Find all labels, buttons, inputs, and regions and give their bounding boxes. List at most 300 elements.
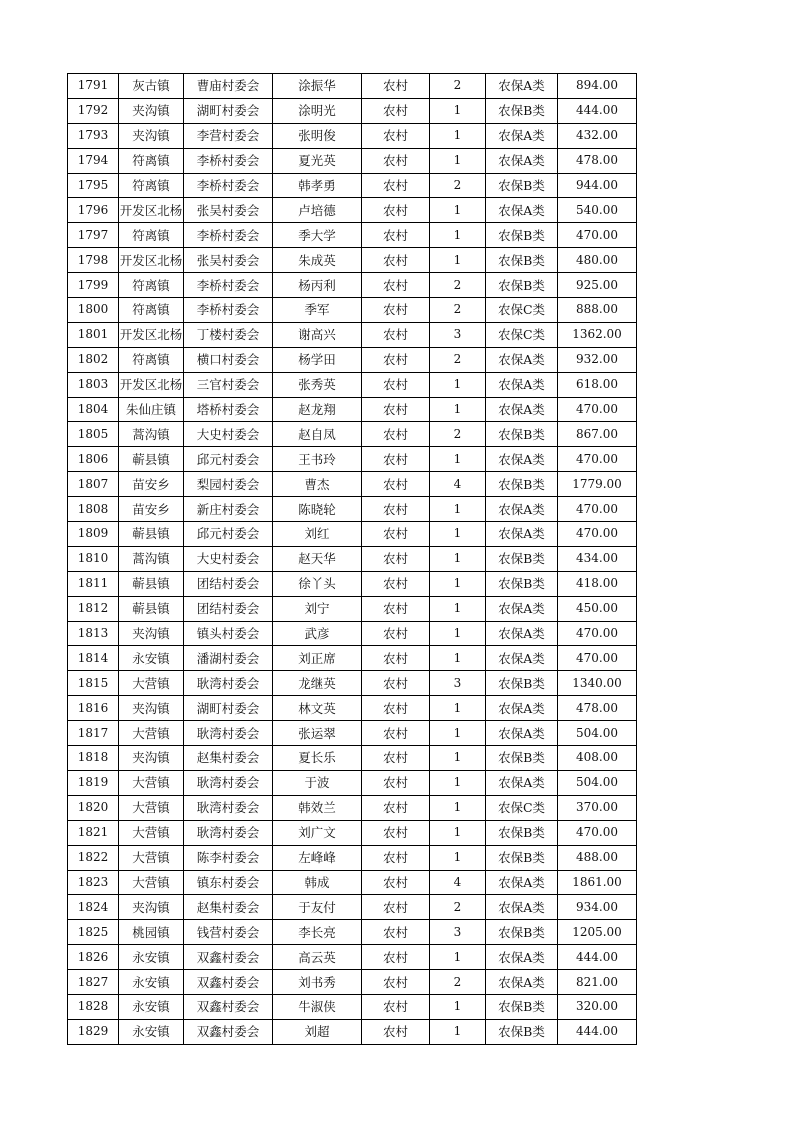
cell-serial-number: 1800 [68, 298, 119, 323]
cell-amount: 1362.00 [558, 322, 637, 347]
cell-town: 符离镇 [119, 173, 184, 198]
cell-insurance-class: 农保B类 [486, 273, 558, 298]
cell-town: 大营镇 [119, 795, 184, 820]
table-row [68, 248, 637, 273]
table-row [68, 770, 637, 795]
cell-area-type: 农村 [362, 696, 430, 721]
table-row [68, 198, 637, 223]
table-row [68, 298, 637, 323]
cell-amount: 821.00 [558, 970, 637, 995]
cell-town: 大营镇 [119, 671, 184, 696]
cell-insurance-class: 农保A类 [486, 74, 558, 99]
cell-household-size: 1 [430, 994, 486, 1019]
cell-serial-number: 1821 [68, 820, 119, 845]
cell-insurance-class: 农保C类 [486, 298, 558, 323]
cell-household-size: 1 [430, 372, 486, 397]
table-row [68, 994, 637, 1019]
cell-household-size: 1 [430, 148, 486, 173]
cell-village-committee: 团结村委会 [184, 596, 273, 621]
table-row [68, 895, 637, 920]
cell-insurance-class: 农保A类 [486, 646, 558, 671]
cell-serial-number: 1813 [68, 621, 119, 646]
cell-amount: 470.00 [558, 447, 637, 472]
cell-village-committee: 团结村委会 [184, 571, 273, 596]
cell-town: 开发区北杨 [119, 198, 184, 223]
cell-household-size: 3 [430, 322, 486, 347]
cell-household-size: 3 [430, 671, 486, 696]
cell-insurance-class: 农保A类 [486, 696, 558, 721]
cell-name: 赵天华 [273, 546, 362, 571]
table-row [68, 820, 637, 845]
cell-household-size: 1 [430, 746, 486, 771]
cell-household-size: 2 [430, 347, 486, 372]
cell-town: 夹沟镇 [119, 895, 184, 920]
cell-amount: 504.00 [558, 721, 637, 746]
cell-town: 开发区北杨 [119, 248, 184, 273]
cell-area-type: 农村 [362, 970, 430, 995]
cell-area-type: 农村 [362, 845, 430, 870]
cell-insurance-class: 农保A类 [486, 123, 558, 148]
cell-household-size: 1 [430, 198, 486, 223]
cell-serial-number: 1829 [68, 1019, 119, 1044]
cell-village-committee: 湖町村委会 [184, 98, 273, 123]
cell-area-type: 农村 [362, 497, 430, 522]
cell-village-committee: 湖町村委会 [184, 696, 273, 721]
cell-serial-number: 1802 [68, 347, 119, 372]
cell-name: 卢培德 [273, 198, 362, 223]
cell-serial-number: 1815 [68, 671, 119, 696]
cell-insurance-class: 农保B类 [486, 546, 558, 571]
cell-amount: 408.00 [558, 746, 637, 771]
table-row [68, 696, 637, 721]
cell-household-size: 1 [430, 571, 486, 596]
cell-insurance-class: 农保A类 [486, 148, 558, 173]
cell-area-type: 农村 [362, 322, 430, 347]
cell-amount: 488.00 [558, 845, 637, 870]
table-row [68, 746, 637, 771]
cell-town: 夹沟镇 [119, 98, 184, 123]
cell-village-committee: 陈李村委会 [184, 845, 273, 870]
cell-insurance-class: 农保B类 [486, 422, 558, 447]
cell-name: 季大学 [273, 223, 362, 248]
cell-serial-number: 1818 [68, 746, 119, 771]
cell-insurance-class: 农保A类 [486, 522, 558, 547]
cell-insurance-class: 农保A类 [486, 447, 558, 472]
table-row [68, 845, 637, 870]
table-row [68, 347, 637, 372]
table-row [68, 795, 637, 820]
cell-amount: 470.00 [558, 522, 637, 547]
cell-village-committee: 大史村委会 [184, 422, 273, 447]
cell-area-type: 农村 [362, 273, 430, 298]
cell-name: 涂明光 [273, 98, 362, 123]
cell-village-committee: 三官村委会 [184, 372, 273, 397]
cell-serial-number: 1817 [68, 721, 119, 746]
cell-amount: 450.00 [558, 596, 637, 621]
cell-village-committee: 双鑫村委会 [184, 945, 273, 970]
cell-area-type: 农村 [362, 123, 430, 148]
cell-name: 夏光英 [273, 148, 362, 173]
table-row [68, 646, 637, 671]
cell-name: 杨学田 [273, 347, 362, 372]
cell-village-committee: 大史村委会 [184, 546, 273, 571]
cell-amount: 934.00 [558, 895, 637, 920]
cell-village-committee: 李桥村委会 [184, 173, 273, 198]
cell-area-type: 农村 [362, 746, 430, 771]
table-row [68, 870, 637, 895]
cell-insurance-class: 农保B类 [486, 1019, 558, 1044]
cell-amount: 944.00 [558, 173, 637, 198]
cell-town: 大营镇 [119, 770, 184, 795]
cell-name: 于波 [273, 770, 362, 795]
table-row [68, 397, 637, 422]
cell-insurance-class: 农保B类 [486, 472, 558, 497]
cell-serial-number: 1827 [68, 970, 119, 995]
cell-name: 陈晓轮 [273, 497, 362, 522]
cell-insurance-class: 农保A类 [486, 721, 558, 746]
cell-area-type: 农村 [362, 148, 430, 173]
cell-amount: 418.00 [558, 571, 637, 596]
cell-name: 季军 [273, 298, 362, 323]
cell-serial-number: 1806 [68, 447, 119, 472]
table-row [68, 223, 637, 248]
cell-amount: 470.00 [558, 820, 637, 845]
cell-insurance-class: 农保B类 [486, 746, 558, 771]
cell-village-committee: 耿湾村委会 [184, 795, 273, 820]
cell-village-committee: 双鑫村委会 [184, 970, 273, 995]
cell-area-type: 农村 [362, 522, 430, 547]
cell-area-type: 农村 [362, 895, 430, 920]
cell-town: 永安镇 [119, 1019, 184, 1044]
cell-village-committee: 横口村委会 [184, 347, 273, 372]
cell-household-size: 4 [430, 472, 486, 497]
cell-area-type: 农村 [362, 795, 430, 820]
cell-village-committee: 双鑫村委会 [184, 1019, 273, 1044]
cell-amount: 1205.00 [558, 920, 637, 945]
cell-amount: 320.00 [558, 994, 637, 1019]
cell-area-type: 农村 [362, 546, 430, 571]
cell-amount: 470.00 [558, 646, 637, 671]
cell-town: 符离镇 [119, 273, 184, 298]
cell-village-committee: 邱元村委会 [184, 522, 273, 547]
cell-village-committee: 李桥村委会 [184, 298, 273, 323]
cell-name: 张秀英 [273, 372, 362, 397]
cell-village-committee: 丁楼村委会 [184, 322, 273, 347]
cell-household-size: 1 [430, 621, 486, 646]
cell-amount: 894.00 [558, 74, 637, 99]
cell-amount: 470.00 [558, 397, 637, 422]
cell-name: 谢高兴 [273, 322, 362, 347]
cell-household-size: 1 [430, 795, 486, 820]
table-row [68, 497, 637, 522]
cell-household-size: 2 [430, 895, 486, 920]
cell-name: 武彦 [273, 621, 362, 646]
cell-insurance-class: 农保A类 [486, 770, 558, 795]
cell-town: 永安镇 [119, 646, 184, 671]
cell-household-size: 1 [430, 770, 486, 795]
cell-town: 符离镇 [119, 298, 184, 323]
cell-area-type: 农村 [362, 422, 430, 447]
cell-household-size: 2 [430, 273, 486, 298]
cell-name: 朱成英 [273, 248, 362, 273]
cell-household-size: 1 [430, 98, 486, 123]
cell-area-type: 农村 [362, 447, 430, 472]
cell-serial-number: 1803 [68, 372, 119, 397]
cell-village-committee: 赵集村委会 [184, 746, 273, 771]
cell-serial-number: 1828 [68, 994, 119, 1019]
cell-area-type: 农村 [362, 770, 430, 795]
cell-area-type: 农村 [362, 248, 430, 273]
cell-household-size: 2 [430, 970, 486, 995]
cell-town: 符离镇 [119, 148, 184, 173]
cell-insurance-class: 农保B类 [486, 820, 558, 845]
cell-insurance-class: 农保A类 [486, 198, 558, 223]
cell-village-committee: 耿湾村委会 [184, 671, 273, 696]
cell-serial-number: 1794 [68, 148, 119, 173]
cell-household-size: 1 [430, 248, 486, 273]
cell-amount: 478.00 [558, 148, 637, 173]
cell-village-committee: 新庄村委会 [184, 497, 273, 522]
cell-town: 永安镇 [119, 994, 184, 1019]
cell-name: 刘宁 [273, 596, 362, 621]
cell-name: 左峰峰 [273, 845, 362, 870]
cell-amount: 444.00 [558, 98, 637, 123]
table-row [68, 945, 637, 970]
cell-town: 夹沟镇 [119, 696, 184, 721]
cell-village-committee: 耿湾村委会 [184, 820, 273, 845]
cell-amount: 1340.00 [558, 671, 637, 696]
table-row [68, 596, 637, 621]
cell-insurance-class: 农保A类 [486, 945, 558, 970]
cell-serial-number: 1798 [68, 248, 119, 273]
cell-insurance-class: 农保B类 [486, 671, 558, 696]
cell-town: 蒿沟镇 [119, 422, 184, 447]
cell-household-size: 1 [430, 721, 486, 746]
cell-serial-number: 1820 [68, 795, 119, 820]
cell-serial-number: 1816 [68, 696, 119, 721]
cell-town: 大营镇 [119, 820, 184, 845]
cell-town: 灰古镇 [119, 74, 184, 99]
cell-household-size: 1 [430, 845, 486, 870]
cell-town: 夹沟镇 [119, 621, 184, 646]
cell-amount: 504.00 [558, 770, 637, 795]
cell-village-committee: 钱营村委会 [184, 920, 273, 945]
cell-village-committee: 梨园村委会 [184, 472, 273, 497]
cell-insurance-class: 农保B类 [486, 845, 558, 870]
cell-serial-number: 1791 [68, 74, 119, 99]
cell-serial-number: 1809 [68, 522, 119, 547]
cell-name: 徐丫头 [273, 571, 362, 596]
cell-insurance-class: 农保C类 [486, 322, 558, 347]
cell-name: 涂振华 [273, 74, 362, 99]
cell-area-type: 农村 [362, 74, 430, 99]
cell-insurance-class: 农保A类 [486, 596, 558, 621]
cell-town: 符离镇 [119, 223, 184, 248]
cell-amount: 888.00 [558, 298, 637, 323]
cell-town: 蕲县镇 [119, 596, 184, 621]
cell-insurance-class: 农保A类 [486, 372, 558, 397]
cell-town: 苗安乡 [119, 472, 184, 497]
cell-area-type: 农村 [362, 870, 430, 895]
cell-serial-number: 1811 [68, 571, 119, 596]
cell-serial-number: 1795 [68, 173, 119, 198]
table-row [68, 372, 637, 397]
cell-village-committee: 曹庙村委会 [184, 74, 273, 99]
cell-name: 于友付 [273, 895, 362, 920]
table-row [68, 123, 637, 148]
cell-amount: 932.00 [558, 347, 637, 372]
cell-village-committee: 双鑫村委会 [184, 994, 273, 1019]
cell-area-type: 农村 [362, 596, 430, 621]
cell-household-size: 1 [430, 1019, 486, 1044]
cell-insurance-class: 农保B类 [486, 571, 558, 596]
cell-village-committee: 李桥村委会 [184, 148, 273, 173]
cell-amount: 444.00 [558, 945, 637, 970]
cell-name: 韩效兰 [273, 795, 362, 820]
cell-serial-number: 1826 [68, 945, 119, 970]
cell-name: 林文英 [273, 696, 362, 721]
cell-amount: 470.00 [558, 621, 637, 646]
table-row [68, 322, 637, 347]
table-row [68, 1019, 637, 1044]
table-row [68, 422, 637, 447]
cell-insurance-class: 农保B类 [486, 173, 558, 198]
cell-name: 刘正席 [273, 646, 362, 671]
cell-village-committee: 李营村委会 [184, 123, 273, 148]
cell-household-size: 1 [430, 646, 486, 671]
cell-amount: 470.00 [558, 497, 637, 522]
table-row [68, 148, 637, 173]
cell-area-type: 农村 [362, 397, 430, 422]
cell-town: 开发区北杨 [119, 322, 184, 347]
cell-insurance-class: 农保A类 [486, 870, 558, 895]
table-row [68, 621, 637, 646]
cell-insurance-class: 农保B类 [486, 994, 558, 1019]
cell-amount: 540.00 [558, 198, 637, 223]
cell-household-size: 2 [430, 173, 486, 198]
table-row [68, 74, 637, 99]
cell-insurance-class: 农保B类 [486, 223, 558, 248]
cell-name: 王书玲 [273, 447, 362, 472]
cell-town: 符离镇 [119, 347, 184, 372]
cell-amount: 1861.00 [558, 870, 637, 895]
cell-serial-number: 1812 [68, 596, 119, 621]
cell-town: 蕲县镇 [119, 571, 184, 596]
cell-amount: 370.00 [558, 795, 637, 820]
cell-household-size: 1 [430, 546, 486, 571]
cell-name: 刘超 [273, 1019, 362, 1044]
cell-serial-number: 1823 [68, 870, 119, 895]
cell-household-size: 1 [430, 596, 486, 621]
cell-name: 刘广文 [273, 820, 362, 845]
cell-town: 夹沟镇 [119, 746, 184, 771]
cell-name: 夏长乐 [273, 746, 362, 771]
table-row [68, 447, 637, 472]
cell-insurance-class: 农保C类 [486, 795, 558, 820]
cell-area-type: 农村 [362, 994, 430, 1019]
cell-name: 龙继英 [273, 671, 362, 696]
cell-household-size: 1 [430, 696, 486, 721]
table-row [68, 721, 637, 746]
cell-serial-number: 1825 [68, 920, 119, 945]
cell-name: 曹杰 [273, 472, 362, 497]
table-row [68, 173, 637, 198]
cell-area-type: 农村 [362, 671, 430, 696]
cell-insurance-class: 农保B类 [486, 248, 558, 273]
cell-name: 牛淑侠 [273, 994, 362, 1019]
cell-insurance-class: 农保A类 [486, 621, 558, 646]
cell-serial-number: 1792 [68, 98, 119, 123]
cell-name: 刘书秀 [273, 970, 362, 995]
cell-insurance-class: 农保A类 [486, 397, 558, 422]
cell-name: 杨丙利 [273, 273, 362, 298]
cell-area-type: 农村 [362, 298, 430, 323]
cell-village-committee: 镇东村委会 [184, 870, 273, 895]
cell-serial-number: 1822 [68, 845, 119, 870]
cell-household-size: 1 [430, 223, 486, 248]
cell-area-type: 农村 [362, 173, 430, 198]
cell-serial-number: 1799 [68, 273, 119, 298]
cell-household-size: 1 [430, 123, 486, 148]
cell-area-type: 农村 [362, 945, 430, 970]
cell-serial-number: 1824 [68, 895, 119, 920]
cell-name: 赵自凤 [273, 422, 362, 447]
cell-village-committee: 赵集村委会 [184, 895, 273, 920]
cell-name: 高云英 [273, 945, 362, 970]
cell-household-size: 1 [430, 447, 486, 472]
cell-insurance-class: 农保B类 [486, 920, 558, 945]
cell-household-size: 1 [430, 497, 486, 522]
cell-area-type: 农村 [362, 372, 430, 397]
cell-area-type: 农村 [362, 198, 430, 223]
cell-area-type: 农村 [362, 621, 430, 646]
table-row [68, 273, 637, 298]
cell-insurance-class: 农保A类 [486, 970, 558, 995]
table-row [68, 970, 637, 995]
table-row [68, 546, 637, 571]
cell-area-type: 农村 [362, 223, 430, 248]
cell-town: 永安镇 [119, 970, 184, 995]
cell-household-size: 1 [430, 945, 486, 970]
cell-serial-number: 1797 [68, 223, 119, 248]
table-row [68, 98, 637, 123]
cell-town: 开发区北杨 [119, 372, 184, 397]
table-row [68, 571, 637, 596]
table-row [68, 472, 637, 497]
cell-area-type: 农村 [362, 820, 430, 845]
cell-amount: 478.00 [558, 696, 637, 721]
cell-town: 大营镇 [119, 870, 184, 895]
cell-amount: 1779.00 [558, 472, 637, 497]
cell-serial-number: 1807 [68, 472, 119, 497]
cell-serial-number: 1793 [68, 123, 119, 148]
cell-insurance-class: 农保A类 [486, 347, 558, 372]
relief-roster-table [67, 73, 637, 1045]
cell-town: 大营镇 [119, 721, 184, 746]
cell-name: 李长亮 [273, 920, 362, 945]
cell-town: 桃园镇 [119, 920, 184, 945]
cell-village-committee: 潘湖村委会 [184, 646, 273, 671]
cell-name: 刘红 [273, 522, 362, 547]
cell-serial-number: 1801 [68, 322, 119, 347]
cell-insurance-class: 农保B类 [486, 98, 558, 123]
cell-serial-number: 1810 [68, 546, 119, 571]
cell-name: 韩成 [273, 870, 362, 895]
cell-village-committee: 塔桥村委会 [184, 397, 273, 422]
cell-insurance-class: 农保A类 [486, 895, 558, 920]
cell-area-type: 农村 [362, 1019, 430, 1044]
cell-serial-number: 1805 [68, 422, 119, 447]
